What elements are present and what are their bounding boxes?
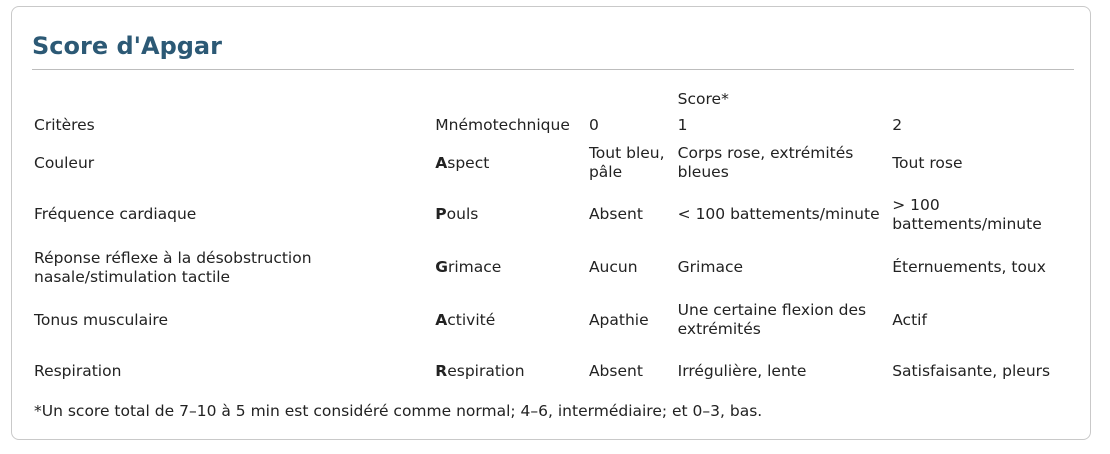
mnemonic-letter: P bbox=[435, 205, 447, 223]
score-2-cell: Actif bbox=[892, 310, 927, 329]
column-header-row bbox=[30, 114, 1076, 137]
header-score-1: 1 bbox=[677, 116, 688, 134]
criteria-cell: Fréquence cardiaque bbox=[34, 205, 197, 223]
score-1-cell: Corps rose, extrémités bleues bbox=[677, 144, 854, 181]
mnemonic-letter: A bbox=[435, 310, 448, 329]
score-header: Score* bbox=[677, 90, 729, 108]
score-1-cell: Irrégulière, lente bbox=[677, 361, 807, 380]
table-row bbox=[30, 345, 1076, 397]
mnemonic-cell bbox=[431, 189, 585, 240]
score-2-cell: Satisfaisante, pleurs bbox=[892, 361, 1051, 380]
score-0-cell: Aucun bbox=[588, 258, 638, 276]
mnemonic-letter: A bbox=[435, 153, 448, 172]
mnemonic-letter: R bbox=[435, 361, 448, 380]
header-score-2: 2 bbox=[892, 116, 903, 134]
table-row bbox=[30, 295, 1076, 345]
header-criteria: Critères bbox=[34, 116, 95, 134]
mnemonic-rest: spect bbox=[447, 153, 490, 172]
page-title: Score d'Apgar bbox=[32, 32, 222, 60]
criteria-cell: Tonus musculaire bbox=[34, 310, 168, 329]
criteria-cell: Respiration bbox=[34, 361, 122, 380]
mnemonic-cell bbox=[431, 345, 585, 397]
header-score-0: 0 bbox=[588, 116, 599, 134]
table-row bbox=[30, 240, 1076, 295]
title-divider bbox=[32, 69, 1074, 70]
score-header-row bbox=[30, 85, 1076, 114]
mnemonic-rest: ouls bbox=[446, 205, 479, 223]
footnote: *Un score total de 7–10 à 5 min est considéré comme normal; 4–6, intermédiaire; et 0–3, bas. bbox=[34, 402, 763, 420]
criteria-cell: Réponse réflexe à la désobstruction nasale/stimulation tactile bbox=[34, 248, 312, 286]
mnemonic-cell bbox=[431, 137, 585, 189]
score-0-cell: Apathie bbox=[588, 310, 649, 329]
header-mnemonic: Mnémotechnique bbox=[435, 116, 570, 134]
score-1-cell: < 100 battements/minute bbox=[677, 205, 880, 223]
score-0-cell: Absent bbox=[588, 205, 643, 223]
table-row bbox=[30, 189, 1076, 240]
score-2-cell: Éternuements, toux bbox=[892, 258, 1046, 276]
mnemonic-rest: espiration bbox=[447, 361, 525, 380]
mnemonic-rest: ctivité bbox=[447, 310, 496, 329]
score-1-cell: Une certaine flexion des extrémités bbox=[677, 301, 867, 338]
score-1-cell: Grimace bbox=[677, 258, 744, 276]
score-2-cell: Tout rose bbox=[892, 153, 963, 172]
apgar-card bbox=[11, 6, 1091, 440]
apgar-table bbox=[30, 85, 1076, 397]
score-0-cell: Tout bleu, pâle bbox=[588, 144, 665, 181]
mnemonic-letter: G bbox=[435, 258, 448, 276]
table-row bbox=[30, 137, 1076, 189]
score-2-cell: > 100 battements/minute bbox=[892, 195, 1042, 233]
mnemonic-cell bbox=[431, 240, 585, 295]
mnemonic-rest: rimace bbox=[448, 258, 502, 276]
mnemonic-cell bbox=[431, 295, 585, 345]
criteria-cell: Couleur bbox=[34, 153, 95, 172]
score-0-cell: Absent bbox=[588, 361, 643, 380]
